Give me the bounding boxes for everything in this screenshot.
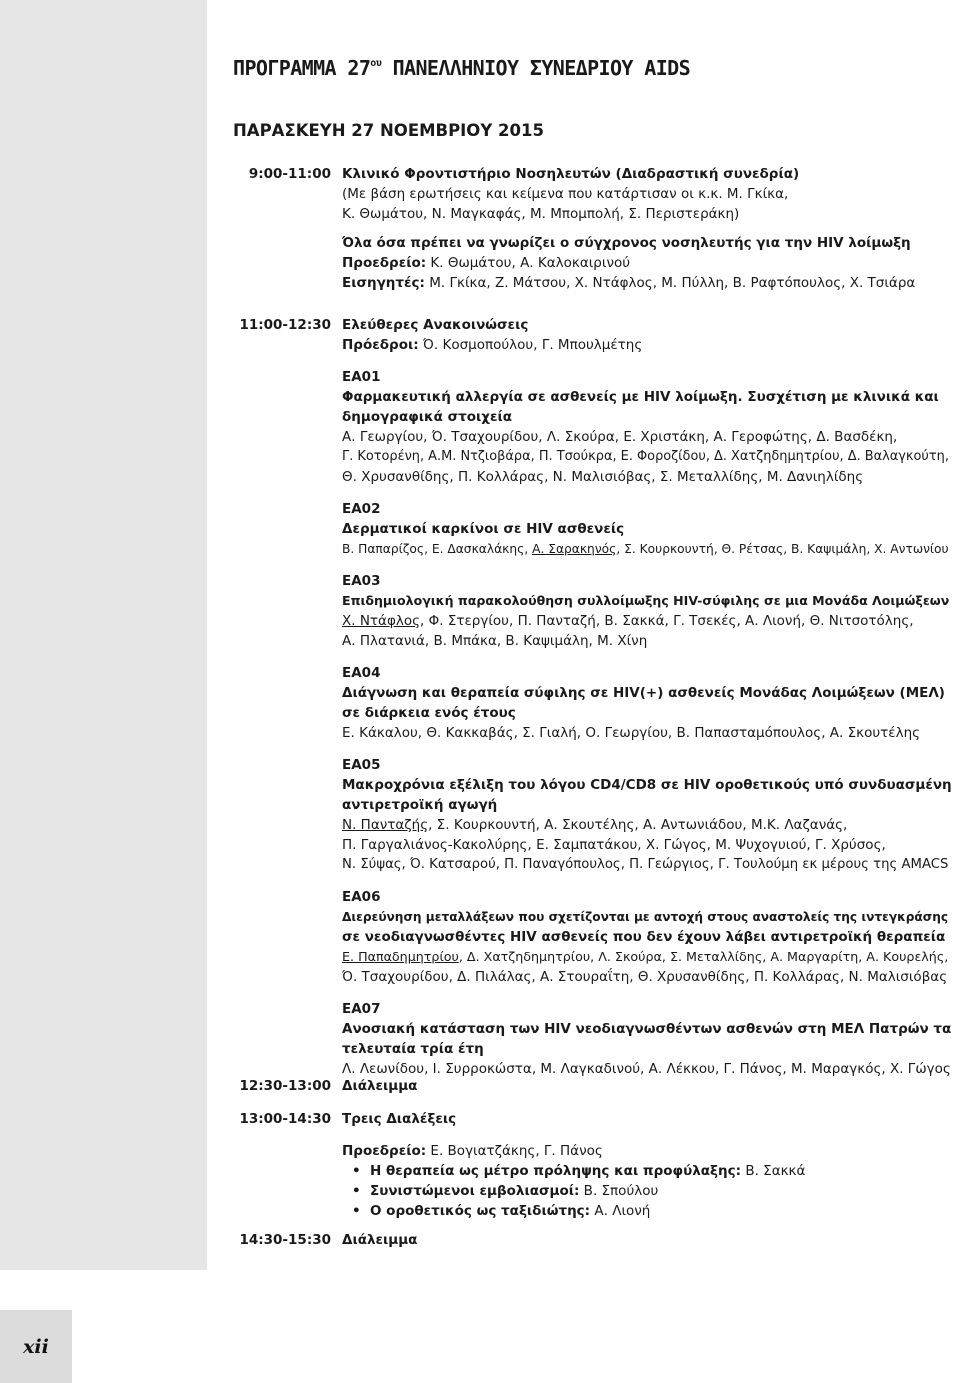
session-topic: Όλα όσα πρέπει να γνωρίζει ο σύγχρονος νοσηλευτής για την HIV λοίμωξη: [342, 235, 911, 251]
lecture-item: [342, 1161, 954, 1181]
abstract-ea02: [342, 499, 954, 559]
program-title-rest: ΠΑΝΕΛΛΗΝΙΟΥ ΣΥΝΕΔΡΙΟΥ AIDS: [381, 56, 691, 80]
abstract-authors-line: [342, 815, 954, 835]
lecture-title: Ο οροθετικός ως ταξιδιώτης:: [370, 1203, 591, 1219]
session-content: [342, 1230, 954, 1250]
abstract-authors-line: Ε. Κάκαλου, Θ. Κακκαβάς, Σ. Γιαλή, Ο. Γεωργίου, Β. Παπασταμόπουλος, Α. Σκουτέλης: [342, 725, 921, 741]
abstract-ea07: [342, 999, 954, 1079]
speakers-names: Μ. Γκίκα, Ζ. Μάτσου, Χ. Ντάφλος, Μ. Πύλλη, Β. Ραφτόπουλος, Χ. Τσιάρα: [424, 275, 916, 291]
abstract-title-line: Ανοσιακή κατάσταση των HIV νεοδιαγνωσθέντων ασθενών στη ΜΕΛ Πατρών τα: [342, 1021, 952, 1037]
session-note-line: Κ. Θωμάτου, Ν. Μαγκαφάς, Μ. Μπομπολή, Σ. Περιστεράκη): [342, 206, 740, 222]
program-title: [233, 56, 690, 80]
abstract-code: ΕΑ02: [342, 501, 381, 517]
presenting-author: Χ. Ντάφλος: [342, 613, 421, 629]
spacer: [342, 743, 954, 755]
abstract-title-line: τελευταία τρία έτη: [342, 1041, 484, 1057]
session-note-line: (Με βάση ερωτήσεις και κείμενα που κατάρτισαν οι κ.κ. Μ. Γκίκα,: [342, 186, 789, 202]
abstract-ea06: [342, 887, 954, 987]
abstract-title-line: Επιδημιολογική παρακολούθηση συλλοίμωξης HIV-σύφιλης σε μια Μονάδα Λοιμώξεων: [342, 593, 950, 608]
abstract-code: ΕΑ06: [342, 889, 381, 905]
session-time: 13:00-14:30: [239, 1111, 331, 1127]
lecture-speaker: Β. Σπούλου: [579, 1183, 659, 1199]
authors-text: , Σ. Κουρκουντή, Θ. Ρέτσας, Β. Καψιμάλη, Χ. Αντωνίου: [616, 542, 949, 556]
abstract-ea03: [342, 571, 954, 651]
authors-text: , Σ. Κουρκουντή, Α. Σκουτέλης, Α. Αντωνιάδου, Μ.Κ. Λαζανάς,: [428, 817, 848, 833]
abstract-authors-line: [342, 611, 954, 631]
page-number: xii: [0, 1310, 72, 1383]
session-title: Ελεύθερες Ανακοινώσεις: [342, 317, 529, 333]
abstract-title-line: Δερματικοί καρκίνοι σε HIV ασθενείς: [342, 521, 625, 537]
chairs-names: Κ. Θωμάτου, Α. Καλοκαιρινού: [426, 255, 631, 271]
abstract-title-line: σε διάρκεια ενός έτους: [342, 705, 516, 721]
program-title-main: ΠΡΟΓΡΑΜΜΑ 27: [233, 56, 371, 80]
abstract-authors-line: Π. Γαργαλιάνος-Κακολύρης, Ε. Σαμπατάκου, Χ. Γώγος, Μ. Ψυχογυιού, Γ. Χρύσος,: [342, 837, 886, 853]
abstract-authors-line: [342, 947, 954, 967]
abstract-authors-line: [342, 539, 954, 559]
abstract-code: ΕΑ01: [342, 369, 381, 385]
lecture-item: [342, 1201, 954, 1221]
abstract-title-line: Διάγνωση και θεραπεία σύφιλης σε HIV(+) ασθενείς Μονάδας Λοιμώξεων (ΜΕΛ): [342, 685, 945, 701]
spacer: [342, 224, 954, 233]
session-content: [342, 164, 954, 293]
authors-text: , Φ. Στεργίου, Π. Πανταζή, Β. Σακκά, Γ. Τσεκές, Α. Λιονή, Θ. Νιτσοτόλης,: [420, 613, 914, 629]
abstract-title-line: Φαρμακευτική αλλεργία σε ασθενείς με HIV λοίμωξη. Συσχέτιση με κλινικά και: [342, 389, 939, 405]
presenting-author: Ε. Παπαδημητρίου: [342, 949, 459, 964]
chairs-names: Ε. Βογιατζάκης, Γ. Πάνος: [426, 1143, 603, 1159]
lecture-speaker: Β. Σακκά: [741, 1163, 806, 1179]
abstract-ea04: [342, 663, 954, 743]
chairs-label: Προεδρείο:: [342, 1143, 427, 1159]
spacer: [342, 355, 954, 367]
day-heading: ΠΑΡΑΣΚΕΥΗ 27 ΝΟΕΜΒΡΙΟΥ 2015: [233, 121, 544, 140]
lecture-title: Συνιστώμενοι εμβολιασμοί:: [370, 1183, 580, 1199]
abstract-title-line: σε νεοδιαγνωσθέντες HIV ασθενείς που δεν έχουν λάβει αντιρετροϊκή θεραπεία: [342, 929, 946, 945]
session-time: 14:30-15:30: [239, 1232, 331, 1248]
abstract-ea05: [342, 755, 954, 875]
spacer: [342, 1129, 954, 1141]
abstract-authors-line: Ν. Σύψας, Ό. Κατσαρού, Π. Παναγόπουλος, Π. Γεώργιος, Γ. Τουλούμη εκ μέρους της AMACS: [342, 857, 949, 872]
abstract-code: ΕΑ03: [342, 573, 381, 589]
session-time: 9:00-11:00: [248, 166, 331, 182]
lecture-list: [342, 1161, 954, 1221]
session-content: [342, 1076, 954, 1096]
session-time: 12:30-13:00: [239, 1078, 331, 1094]
spacer: [342, 875, 954, 887]
chairs-label: Προεδρείο:: [342, 255, 427, 271]
abstract-authors-line: Α. Γεωργίου, Ό. Τσαχουρίδου, Λ. Σκούρα, Ε. Χριστάκη, Α. Γεροφώτης, Δ. Βασδέκη,: [342, 429, 898, 445]
abstract-title-line: Διερεύνηση μεταλλάξεων που σχετίζονται με αντοχή στους αναστολείς της ιντεγκράσης: [342, 910, 949, 924]
abstract-authors-line: Α. Πλατανιά, Β. Μπάκα, Β. Καψιμάλη, Μ. Χίνη: [342, 633, 648, 649]
speakers-line: [342, 273, 954, 293]
speakers-label: Εισηγητές:: [342, 275, 425, 291]
abstract-authors-line: Γ. Κοτορένη, Α.Μ. Ντζιοβάρα, Π. Τσούκρα, Ε. Φοροζίδου, Δ. Χατζηδημητρίου, Δ. Βαλαγκούτη,: [342, 449, 949, 464]
left-margin-strip: [0, 0, 207, 1270]
session-content: [342, 1109, 954, 1221]
abstract-code: ΕΑ04: [342, 665, 381, 681]
spacer: [342, 559, 954, 571]
abstract-authors-line: Λ. Λεωνίδου, Ι. Συρροκώστα, Μ. Λαγκαδινού, Α. Λέκκου, Γ. Πάνος, Μ. Μαραγκός, Χ. Γώγος: [342, 1061, 951, 1077]
session-title: Διάλειμμα: [342, 1232, 418, 1248]
abstract-title-line: δημογραφικά στοιχεία: [342, 409, 513, 425]
abstract-authors-line: Θ. Χρυσανθίδης, Π. Κολλάρας, Ν. Μαλισιόβας, Σ. Μεταλλίδης, Μ. Δανιηλίδης: [342, 469, 864, 485]
chairs-line: [342, 1141, 954, 1161]
session-title: Τρεις Διαλέξεις: [342, 1111, 457, 1127]
spacer: [342, 651, 954, 663]
abstract-title-line: αντιρετροϊκή αγωγή: [342, 797, 498, 813]
session-time: 11:00-12:30: [239, 317, 331, 333]
abstract-authors-line: Ό. Τσαχουρίδου, Δ. Πιλάλας, Α. Στουραΐτη, Θ. Χρυσανθίδης, Π. Κολλάρας, Ν. Μαλισιόβας: [342, 969, 948, 985]
session-title: Κλινικό Φροντιστήριο Νοσηλευτών (Διαδραστική συνεδρία): [342, 166, 800, 182]
presenting-author: Α. Σαρακηνός: [532, 542, 617, 556]
abstract-title-line: Μακροχρόνια εξέλιξη του λόγου CD4/CD8 σε HIV οροθετικούς υπό συνδυασμένη: [342, 777, 952, 793]
abstract-code: ΕΑ05: [342, 757, 381, 773]
session-content: [342, 315, 954, 1079]
chairs-line: [342, 253, 954, 273]
abstract-ea01: [342, 367, 954, 487]
chairs-line: [342, 335, 954, 355]
lecture-title: Η θεραπεία ως μέτρο πρόληψης και προφύλαξης:: [370, 1163, 742, 1179]
program-title-ordinal: ου: [370, 58, 382, 69]
spacer: [342, 987, 954, 999]
spacer: [342, 487, 954, 499]
presenting-author: Ν. Πανταζής: [342, 817, 429, 833]
authors-text: Β. Παπαρίζος, Ε. Δασκαλάκης,: [342, 542, 533, 556]
session-title: Διάλειμμα: [342, 1078, 418, 1094]
chairs-label: Πρόεδροι:: [342, 337, 419, 353]
abstract-code: ΕΑ07: [342, 1001, 381, 1017]
authors-text: , Δ. Χατζηδημητρίου, Λ. Σκούρα, Σ. Μεταλλίδης, Α. Μαργαρίτη, Α. Κουρελής,: [458, 949, 949, 964]
chairs-names: Ό. Κοσμοπούλου, Γ. Μπουλμέτης: [418, 337, 643, 353]
lecture-item: [342, 1181, 954, 1201]
lecture-speaker: Α. Λιονή: [590, 1203, 651, 1219]
